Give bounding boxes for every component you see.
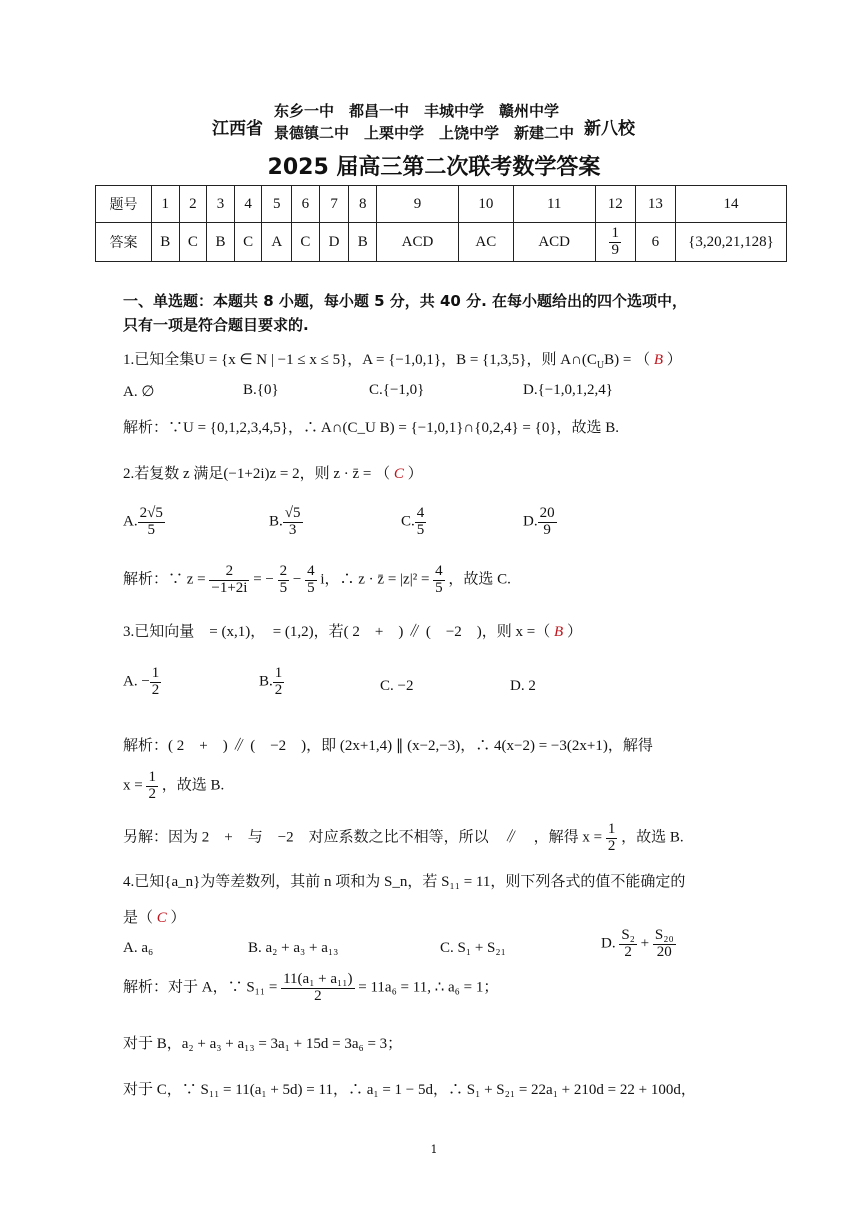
q4-solA-part-b: = 11a₆ = 11, ∴ a₆ = 1； xyxy=(358,979,499,996)
answer-cell: A xyxy=(262,223,292,262)
q2-option-d-fraction xyxy=(538,506,557,539)
q4-stem: 4.已知{a_n}为等差数列，其前 n 项和为 S_n，若 S₁₁ = 11，则下列各式的值不能确定的 xyxy=(123,874,686,890)
q2-option-b-label: B. xyxy=(269,513,283,530)
q4-solA-num: 11(a₁ + a₁₁) xyxy=(283,971,353,987)
qnum-cell: 3 xyxy=(207,186,235,223)
q4-option-b: B. a₂ + a₃ + a₁₃ xyxy=(248,940,339,956)
school-row-1: 东乡一中 都昌一中 丰城中学 赣州中学 xyxy=(274,102,560,120)
q4-option-d xyxy=(601,928,676,961)
q3-option-a-num: 1 xyxy=(151,665,160,681)
school-list xyxy=(274,100,574,144)
q3-sol2-num: 1 xyxy=(148,769,156,785)
q2-option-b-fraction xyxy=(283,506,303,539)
q1-close: ） xyxy=(666,352,682,368)
q1-stem-sub: U xyxy=(596,360,605,371)
answer-cell: C xyxy=(292,223,320,262)
q1-solution: 解析：∵U = {0,1,2,3,4,5}，∴ A∩(C_U B) = {−1,0,1}∩{0,2,4} = {0}，故选 B. xyxy=(123,420,620,436)
answer-cell: C xyxy=(234,223,262,262)
q3-alt-part-b: ，故选 B. xyxy=(621,829,684,846)
q4-option-d-num1: S₂ xyxy=(621,927,635,943)
q3-solution-line1: 解析：( 2 + ) ∥ ( −2 )，即 (2x+1,4) ∥ (x−2,−3)，∴ 4(x−2) = −3(2x+1)，解得 xyxy=(123,738,653,754)
question-number-row xyxy=(96,186,787,223)
q12-denominator: 9 xyxy=(611,241,619,258)
q4-solA-part-a: 解析：对于 A，∵ S₁₁ = xyxy=(123,979,278,996)
q2-option-a-fraction xyxy=(138,506,165,539)
q3-answer: B xyxy=(554,624,564,640)
q4-solA-den: 2 xyxy=(314,987,322,1004)
q3-option-b xyxy=(259,666,284,699)
q2-sol-fraction-4 xyxy=(433,564,445,597)
q2-option-c-num: 4 xyxy=(416,505,425,521)
answer-cell: D xyxy=(319,223,349,262)
qnum-cell: 14 xyxy=(676,186,787,223)
qnum-cell: 1 xyxy=(152,186,180,223)
q4-solA-fraction xyxy=(281,972,354,1005)
question-label: 题号 xyxy=(96,186,152,223)
qnum-cell: 9 xyxy=(377,186,459,223)
q4-solution-b: 对于 B，a₂ + a₃ + a₁₃ = 3a₁ + 15d = 3a₆ = 3； xyxy=(123,1036,403,1052)
q1-answer: B xyxy=(653,352,663,368)
section-heading-line2: 只有一项是符合题目要求的. xyxy=(123,316,309,334)
q3-sol2-part-a: x = xyxy=(123,777,143,794)
q4-option-d-plus: + xyxy=(640,935,650,952)
q4-option-d-fraction-2 xyxy=(653,928,676,961)
q3-option-b-den: 2 xyxy=(274,681,283,698)
answer-cell: 6 xyxy=(635,223,675,262)
answer-cell-q12 xyxy=(595,223,635,262)
q1-stem xyxy=(123,348,682,371)
qnum-cell: 6 xyxy=(292,186,320,223)
q3-alt-fraction xyxy=(606,822,618,855)
q2-solution xyxy=(123,564,511,597)
q2-option-b-num: √5 xyxy=(284,505,301,521)
q3-alternative-solution xyxy=(123,822,684,855)
q4-option-d-label: D. xyxy=(601,935,616,952)
q2-sol-f2-num: 2 xyxy=(279,563,288,579)
q4-stem2-text: 是（ xyxy=(123,910,154,926)
qnum-cell: 12 xyxy=(595,186,635,223)
answer-cell: {3,20,21,128} xyxy=(676,223,787,262)
answer-label: 答案 xyxy=(96,223,152,262)
q2-option-d-num: 20 xyxy=(539,505,555,521)
q3-solution-line2 xyxy=(123,770,224,803)
q2-sol-f2-den: 5 xyxy=(279,579,288,596)
q4-option-d-num2: S₂₀ xyxy=(654,927,674,943)
q4-stem-line2 xyxy=(123,906,186,927)
q2-option-b-den: 3 xyxy=(288,521,297,538)
answer-row xyxy=(96,223,787,262)
q1-option-a: A. ∅ xyxy=(123,384,155,400)
q2-sol-part-d: i，∴ z · z̄ = |z|² = xyxy=(320,571,430,588)
q3-sol2-part-b: ，故选 B. xyxy=(161,777,225,794)
qnum-cell: 10 xyxy=(458,186,513,223)
q2-answer: C xyxy=(393,466,404,482)
q1-stem-text: 1.已知全集U = {x ∈ N | −1 ≤ x ≤ 5}，A = {−1,0,1}，B = {1,3,5}，则 A∩(C xyxy=(123,352,597,368)
qnum-cell: 2 xyxy=(179,186,207,223)
q2-option-a-label: A. xyxy=(123,513,138,530)
q3-alt-num: 1 xyxy=(607,821,616,837)
q12-numerator: 1 xyxy=(611,224,619,241)
q3-option-a-label: A. − xyxy=(123,673,150,690)
q2-option-c-den: 5 xyxy=(416,521,425,538)
q2-sol-part-e: ，故选 C. xyxy=(448,571,511,588)
q2-option-c xyxy=(401,506,426,539)
qnum-cell: 8 xyxy=(349,186,377,223)
q3-alt-part-a: 另解：因为 2 + 与 −2 对应系数之比不相等，所以 ∥ ，解得 x = xyxy=(123,829,603,846)
q3-stem-text: 3.已知向量 = (x,1)， = (1,2)，若( 2 + ) ∥ ( −2 )，则 x =（ xyxy=(123,624,551,640)
q3-alt-den: 2 xyxy=(607,837,616,854)
q2-sol-fraction-1 xyxy=(209,564,249,597)
q2-sol-f4-den: 5 xyxy=(435,579,443,596)
qnum-cell: 7 xyxy=(319,186,349,223)
page-title: 2025 届高三第二次联考数学答案 xyxy=(267,155,601,180)
q2-sol-part-b: = − xyxy=(253,571,274,588)
q2-sol-fraction-3 xyxy=(305,564,317,597)
q3-option-b-label: B. xyxy=(259,673,273,690)
q2-sol-f4-num: 4 xyxy=(435,563,443,579)
q4-option-d-den1: 2 xyxy=(624,943,632,960)
q1-stem-end: B) = （ xyxy=(604,352,651,368)
q2-option-a-num: 2√5 xyxy=(139,505,163,521)
q2-option-d-den: 9 xyxy=(543,521,551,538)
answer-cell: ACD xyxy=(377,223,459,262)
q3-option-a-fraction xyxy=(150,666,162,699)
q3-sol2-den: 2 xyxy=(148,785,156,802)
qnum-cell: 11 xyxy=(513,186,595,223)
answer-cell: B xyxy=(349,223,377,262)
q2-stem-text: 2.若复数 z 满足(−1+2i)z = 2，则 z · z̄ = （ xyxy=(123,466,391,482)
q2-option-a xyxy=(123,506,165,539)
school-row-2: 景德镇二中 上栗中学 上饶中学 新建二中 xyxy=(274,124,575,142)
qnum-cell: 13 xyxy=(635,186,675,223)
q2-close: ） xyxy=(407,466,423,482)
q2-sol-part-c: − xyxy=(292,571,302,588)
q2-option-d xyxy=(523,506,557,539)
q3-option-a xyxy=(123,666,161,699)
q2-option-c-fraction xyxy=(415,506,427,539)
q4-close: ） xyxy=(170,910,186,926)
q2-sol-f1-num: 2 xyxy=(209,564,249,581)
q2-option-b xyxy=(269,506,303,539)
alliance-label: 新八校 xyxy=(584,119,635,139)
q4-option-d-fraction-1 xyxy=(619,928,637,961)
q3-stem xyxy=(123,620,582,641)
q2-option-c-label: C. xyxy=(401,513,415,530)
qnum-cell: 5 xyxy=(262,186,292,223)
q2-sol-part-a: 解析：∵ z = xyxy=(123,571,206,588)
q12-fraction xyxy=(609,226,621,259)
q3-close: ） xyxy=(566,624,582,640)
q2-option-d-label: D. xyxy=(523,513,538,530)
q1-option-b: B.{0} xyxy=(243,382,279,398)
answer-cell: ACD xyxy=(513,223,595,262)
answer-cell: C xyxy=(179,223,207,262)
q4-solution-a xyxy=(123,972,498,1005)
q3-option-b-num: 1 xyxy=(274,665,283,681)
q3-option-d: D. 2 xyxy=(510,678,536,694)
province-label: 江西省 xyxy=(212,119,263,139)
q4-option-c: C. S₁ + S₂₁ xyxy=(440,940,506,956)
q2-sol-fraction-2 xyxy=(278,564,290,597)
answer-cell: B xyxy=(207,223,235,262)
q2-sol-f1-den: −1+2i xyxy=(211,579,248,596)
q1-option-c: C.{−1,0} xyxy=(369,382,425,398)
q3-sol2-fraction xyxy=(146,770,158,803)
section-heading-line1: 一、单选题：本题共 8 小题，每小题 5 分，共 40 分. 在每小题给出的四个选项中， xyxy=(123,292,688,310)
q1-option-d: D.{−1,0,1,2,4} xyxy=(523,382,613,398)
q2-sol-f3-num: 4 xyxy=(307,563,315,579)
q2-option-a-den: 5 xyxy=(147,521,155,538)
q4-answer: C xyxy=(156,910,167,926)
answer-table xyxy=(95,185,787,262)
q4-option-d-den2: 20 xyxy=(656,943,672,960)
q3-option-c: C. −2 xyxy=(380,678,414,694)
q3-option-b-fraction xyxy=(273,666,285,699)
q4-solution-c: 对于 C，∵ S₁₁ = 11(a₁ + 5d) = 11，∴ a₁ = 1 − 5d，∴ S₁ + S₂₁ = 22a₁ + 210d = 22 + 100d， xyxy=(123,1082,696,1098)
answer-cell: B xyxy=(152,223,180,262)
q4-option-a: A. a₆ xyxy=(123,940,154,956)
qnum-cell: 4 xyxy=(234,186,262,223)
q2-stem xyxy=(123,462,423,483)
q3-option-a-den: 2 xyxy=(151,681,160,698)
page-number: 1 xyxy=(430,1143,438,1156)
document-header xyxy=(0,100,868,150)
answer-cell: AC xyxy=(458,223,513,262)
q2-sol-f3-den: 5 xyxy=(307,579,315,596)
